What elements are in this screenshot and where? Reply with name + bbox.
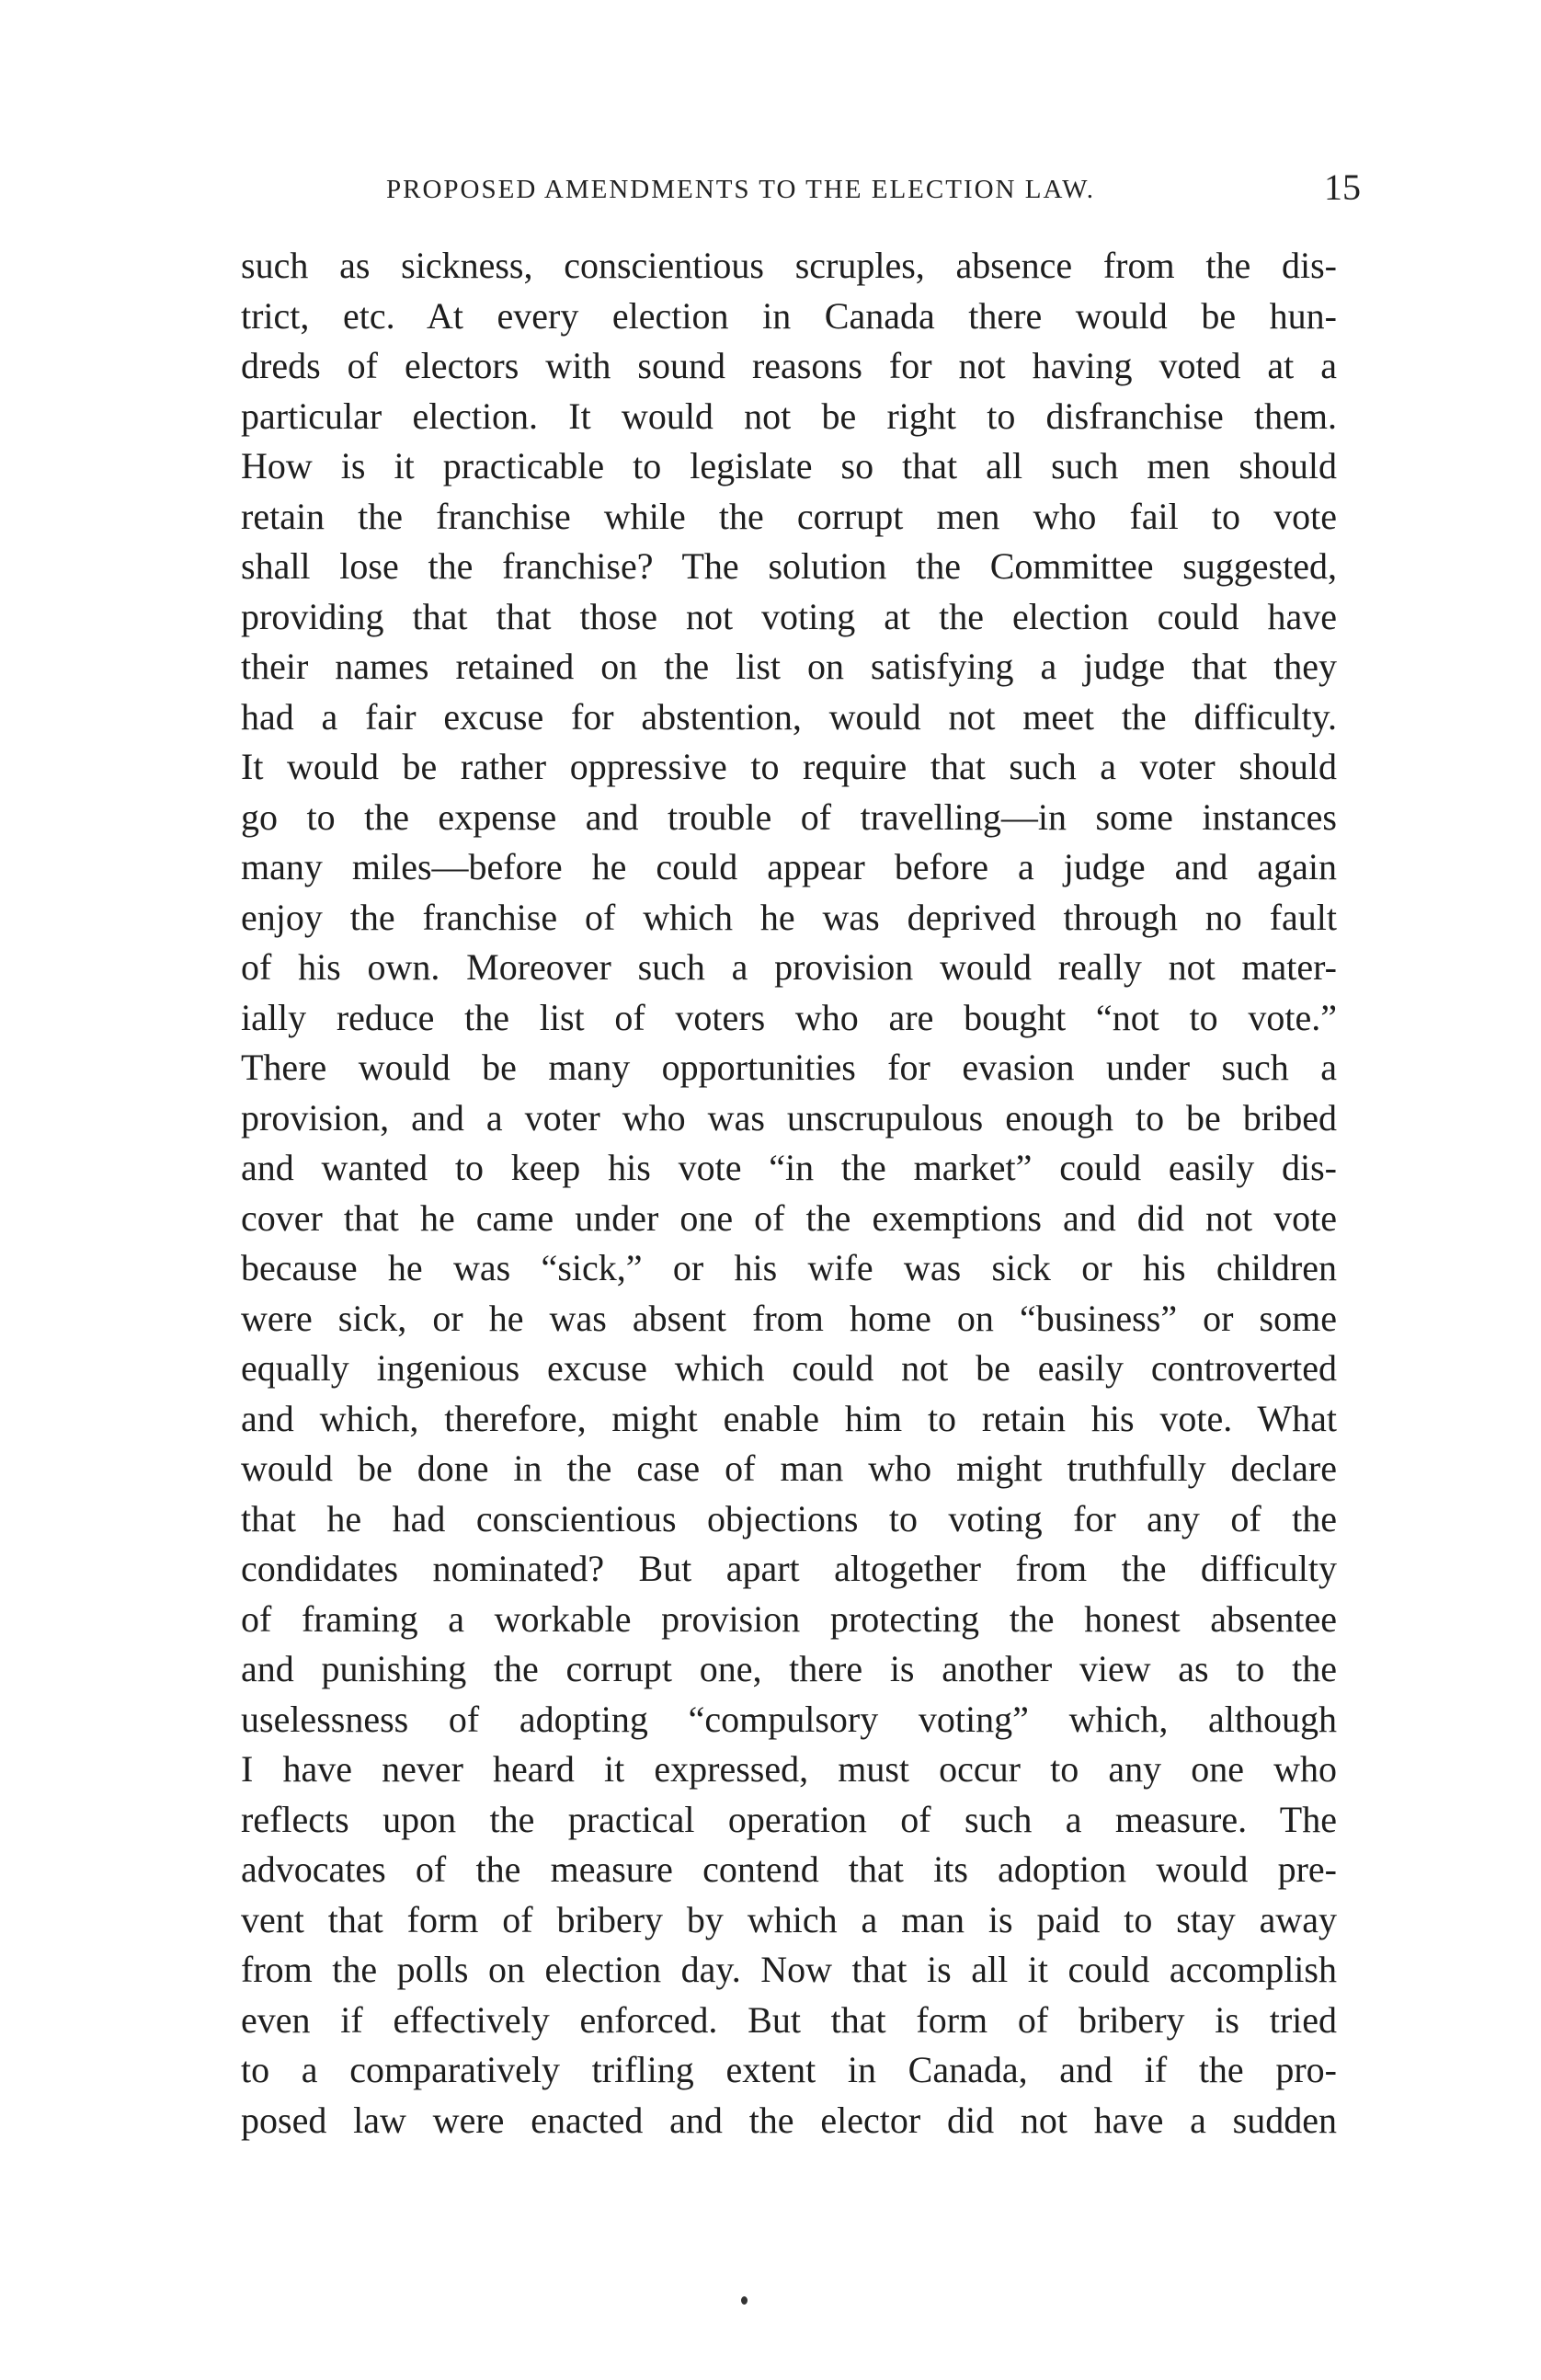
text-line: and punishing the corrupt one, there is another view as to the [241,1648,1337,1689]
text-line: trict, etc. At every election in Canada there would be hun- [241,294,1337,337]
text-line: advocates of the measure contend that its adoption would pre- [241,1848,1337,1890]
text-line: retain the franchise while the corrupt men who fail to vote [241,495,1337,537]
text-line: ially reduce the list of voters who are bought “not to vote.” [241,996,1337,1038]
text-line: shall lose the franchise? The solution the Committee suggested, [241,545,1337,587]
text-line: I have never heard it expressed, must occur to any one who [241,1748,1337,1790]
text-line: uselessness of adopting “compulsory voting” which, although [241,1698,1337,1740]
text-line: their names retained on the list on satisfying a judge that they [241,646,1337,687]
text-line: dreds of electors with sound reasons for not having voted at a [241,345,1337,386]
text-line: were sick, or he was absent from home on “business” or some [241,1297,1337,1339]
text-line: even if effectively enforced. But that form of bribery is tried [241,1998,1337,2041]
text-line: of his own. Moreover such a provision would really not mater- [241,946,1337,988]
running-header [386,166,1361,221]
text-line: go to the expense and trouble of travelling—in some instances [241,795,1337,838]
text-line: equally ingenious excuse which could not be easily controverted [241,1347,1337,1389]
text-line: that he had conscientious objections to voting for any of the [241,1497,1337,1539]
text-line: vent that form of bribery by which a man is paid to stay away [241,1898,1337,1940]
text-line: of framing a workable provision protecting the honest absentee [241,1597,1337,1640]
text-line: would be done in the case of man who might truthfully declare [241,1447,1337,1489]
text-line: It would be rather oppressive to require that such a voter should [241,746,1337,787]
text-line: many miles—before he could appear before a judge and again [241,846,1337,887]
body-paragraph [241,241,1337,2145]
text-line: enjoy the franchise of which he was deprived through no fault [241,896,1337,938]
text-line: from the polls on election day. Now that is all it could accomplish [241,1949,1337,1990]
running-title: PROPOSED AMENDMENTS TO THE ELECTION LAW. [386,175,1096,204]
text-line: There would be many opportunities for evasion under such a [241,1047,1337,1088]
text-line: posed law were enacted and the elector did not have a sudden [241,2099,1337,2141]
text-line: because he was “sick,” or his wife was sick or his children [241,1247,1337,1288]
text-line: had a fair excuse for abstention, would not meet the difficulty. [241,695,1337,738]
text-line: provision, and a voter who was unscrupulous enough to be bribed [241,1096,1337,1139]
text-line: and which, therefore, might enable him to retain his vote. What [241,1397,1337,1439]
text-line: cover that he came under one of the exemptions and did not vote [241,1196,1337,1239]
text-line: such as sickness, conscientious scruples, absence from the dis- [241,245,1337,286]
text-line: reflects upon the practical operation of such a measure. The [241,1798,1337,1840]
text-line: How is it practicable to legislate so that all such men should [241,445,1337,486]
print-speck [741,2296,748,2305]
text-line: particular election. It would not be right to disfranchise them. [241,395,1337,437]
text-line: condidates nominated? But apart altogether from the difficulty [241,1548,1337,1589]
text-line: providing that that those not voting at the election could have [241,595,1337,637]
text-line: and wanted to keep his vote “in the market” could easily dis- [241,1147,1337,1188]
page-number: 15 [1324,166,1361,208]
text-line: to a comparatively trifling extent in Canada, and if the pro- [241,2049,1337,2090]
